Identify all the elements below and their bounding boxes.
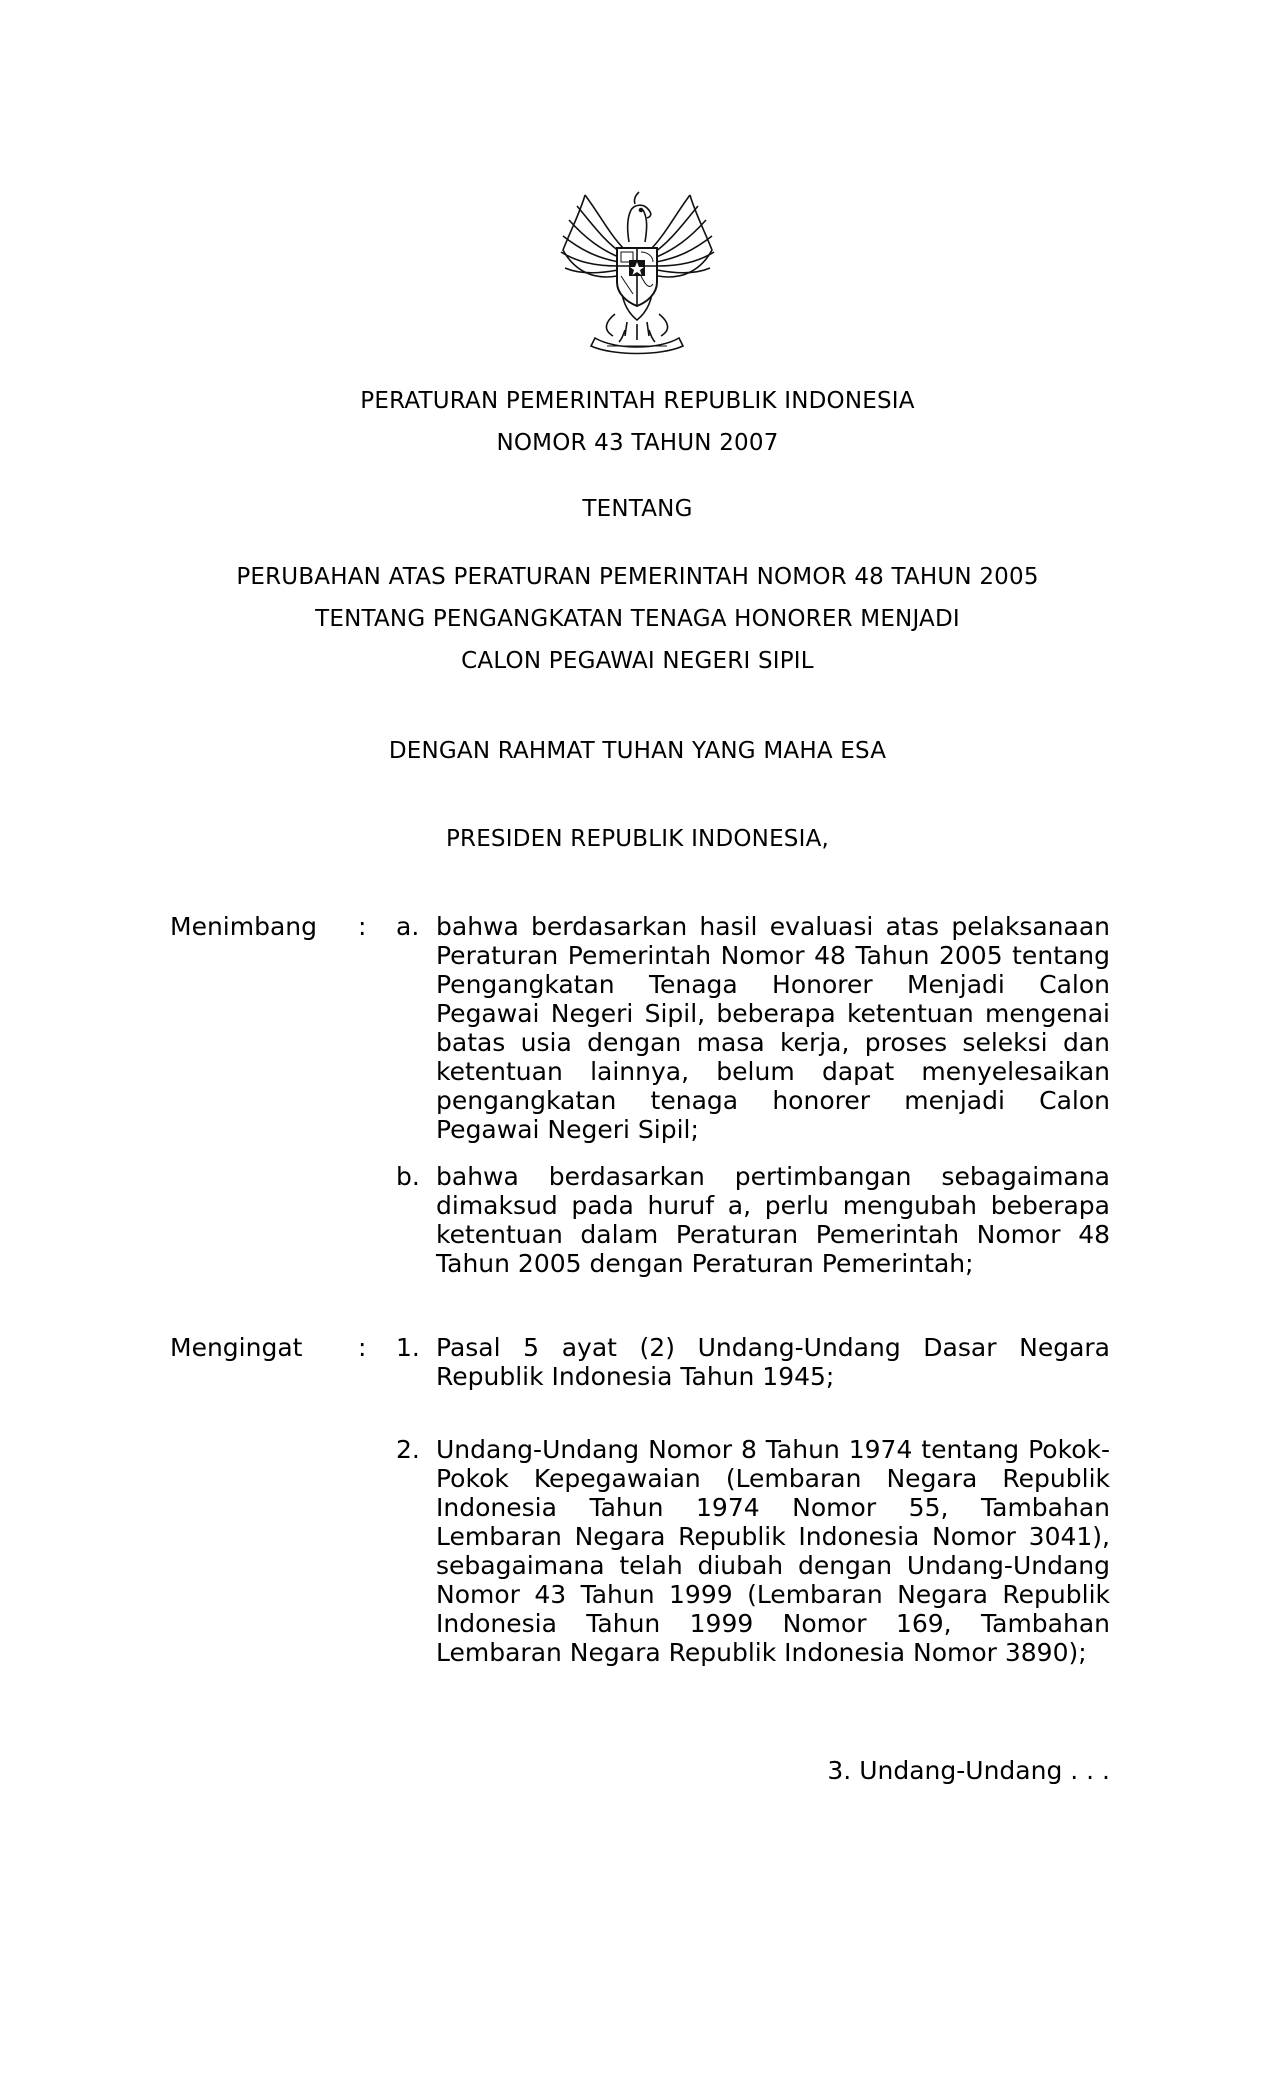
list-marker: 1. (396, 1333, 420, 1362)
list-item-text: Pasal 5 ayat (2) Undang-Undang Dasar Negara Republik Indonesia Tahun 1945; (436, 1333, 1110, 1391)
section-label: Mengingat (170, 1333, 303, 1362)
list-marker: a. (396, 912, 420, 941)
invocation: DENGAN RAHMAT TUHAN YANG MAHA ESA (388, 738, 887, 764)
list-marker: 2. (396, 1435, 420, 1464)
list-item-text: bahwa berdasarkan pertimbangan sebagaimana dimaksud pada huruf a, perlu mengubah beberapa ketentuan dalam Peraturan Pemerintah Nomor 48 Tahun 2005 dengan Peraturan Pemerintah; (436, 1162, 1110, 1278)
subject-line-3: CALON PEGAWAI NEGERI SIPIL (461, 648, 814, 674)
regulation-title: PERATURAN PEMERINTAH REPUBLIK INDONESIA (360, 388, 915, 414)
section-colon: : (358, 912, 367, 941)
about-heading: TENTANG (582, 496, 693, 522)
regulation-number: NOMOR 43 TAHUN 2007 (496, 430, 779, 456)
list-item-text: bahwa berdasarkan hasil evaluasi atas pelaksanaan Peraturan Pemerintah Nomor 48 Tahun 2005 tentang Pengangkatan Tenaga Honorer Menjadi Calon Pegawai Negeri Sipil, beberapa ketentuan mengenai batas usia dengan masa kerja, proses seleksi dan ketentuan lainnya, belum dapat menyelesaikan pengangkatan tenaga honorer menjadi Calon Pegawai Negeri Sipil; (436, 912, 1110, 1144)
page-continuation: 3. Undang-Undang . . . (827, 1756, 1110, 1785)
section-label: Menimbang (170, 912, 317, 941)
list-marker: b. (396, 1162, 420, 1191)
garuda-pancasila-emblem-icon (555, 190, 720, 355)
section-colon: : (358, 1333, 367, 1362)
subject-line-2: TENTANG PENGANGKATAN TENAGA HONORER MENJADI (315, 606, 960, 632)
subject-line-1: PERUBAHAN ATAS PERATURAN PEMERINTAH NOMOR 48 TAHUN 2005 (236, 564, 1039, 590)
list-item-text: Undang-Undang Nomor 8 Tahun 1974 tentang Pokok-Pokok Kepegawaian (Lembaran Negara Republik Indonesia Tahun 1974 Nomor 55, Tambahan Lembaran Negara Republik Indonesia Nomor 3041), sebagaimana telah diubah dengan Undang-Undang Nomor 43 Tahun 1999 (Lembaran Negara Republik Indonesia Tahun 1999 Nomor 169, Tambahan Lembaran Negara Republik Indonesia Nomor 3890); (436, 1435, 1110, 1667)
president-heading: PRESIDEN REPUBLIK INDONESIA, (445, 826, 830, 852)
